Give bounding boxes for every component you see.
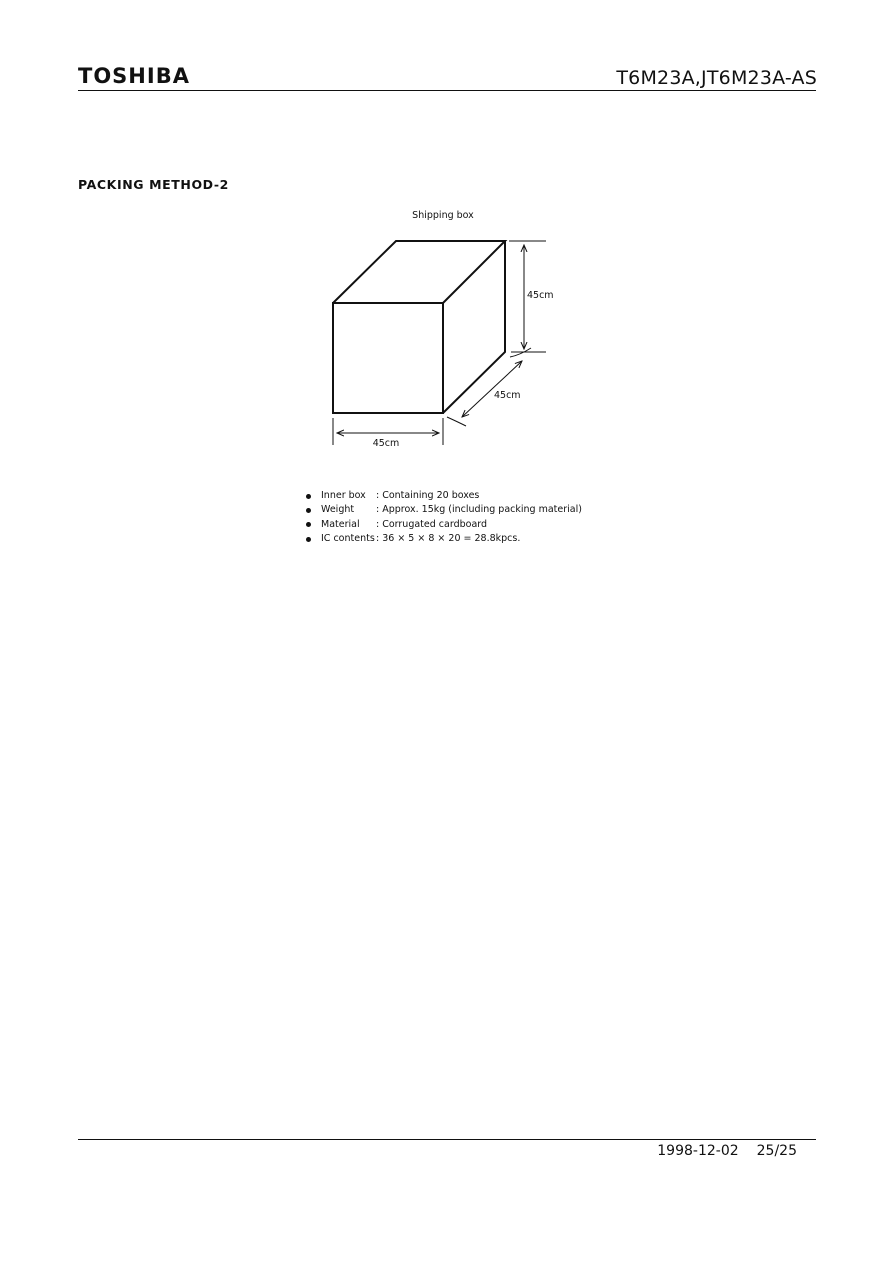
page-number: 25/25 [756,1143,797,1159]
part-number: T6M23A,JT6M23A-AS [616,67,817,89]
spec-item [306,503,582,517]
spec-value: : 36 × 5 × 8 × 20 = 28.8kpcs. [376,532,521,544]
box-top-face [333,241,505,303]
box-side-face [443,241,505,413]
brand-logo: TOSHIBA [78,64,190,88]
spec-label: Weight [321,504,355,516]
bullet-icon [306,494,311,499]
figure-caption: Shipping box [412,210,474,221]
spec-label: Inner box [321,490,366,501]
footer-date: 1998-12-02 [657,1143,739,1159]
box-outline [333,241,505,413]
bullet-icon [306,522,311,527]
spec-label: Material [321,518,360,530]
spec-item [306,532,582,546]
spec-list [306,489,582,546]
bullet-icon [306,508,311,513]
spec-label: IC contents [321,532,375,544]
spec-value: : Containing 20 boxes [376,490,480,501]
width-label: 45cm [372,438,400,449]
spec-value: : Corrugated cardboard [376,518,488,530]
depth-dimension [447,348,531,426]
box-front-face [333,303,443,413]
bullet-icon [306,537,311,542]
depth-label: 45cm [494,390,521,401]
spec-value: : Approx. 15kg (including packing material) [376,504,582,516]
height-label: 45cm [527,290,554,301]
footer [657,1142,797,1160]
spec-item [306,489,582,503]
section-title: PACKING METHOD-2 [78,177,229,192]
spec-item [306,518,582,532]
footer-rule [78,1139,816,1140]
